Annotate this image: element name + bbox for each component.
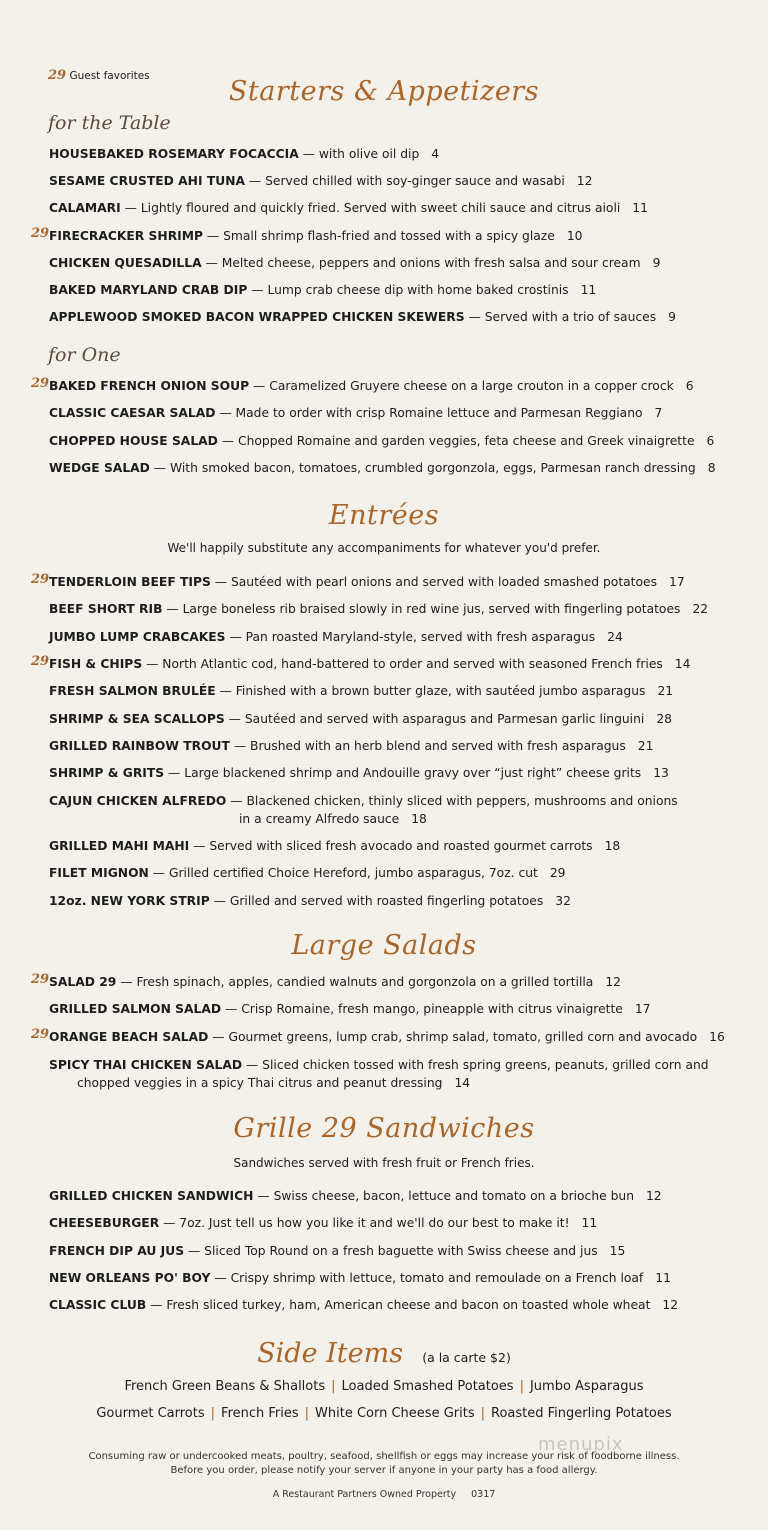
side-item: Gourmet Carrots <box>96 1406 205 1421</box>
item-name: BAKED FRENCH ONION SOUP <box>49 379 250 393</box>
item-description: — Finished with a brown butter glaze, with sautéed jumbo asparagus <box>215 684 646 699</box>
item-price: 11 <box>581 1216 598 1231</box>
item-name: FIRECRACKER SHRIMP <box>49 228 203 243</box>
item-name: SHRIMP & SEA SCALLOPS <box>49 711 225 726</box>
item-name: APPLEWOOD SMOKED BACON WRAPPED CHICKEN SKEWERS <box>49 310 465 325</box>
favorite-icon: 29 <box>48 68 67 83</box>
side-item: Jumbo Asparagus <box>529 1379 644 1394</box>
separator: | <box>519 1379 524 1394</box>
item-description: — Sautéed with pearl onions and served with loaded smashed potatoes <box>210 575 658 589</box>
property-line: A Restaurant Partners Owned Property 0317 <box>272 1489 496 1500</box>
item-price: 11 <box>632 201 648 216</box>
item-description: — Small shrimp flash-fried and tossed with a spicy glaze <box>203 228 555 243</box>
item-description: — Large boneless rib braised slowly in red wine jus, served with fingerling potatoes <box>162 602 681 617</box>
item-description: — Brushed with an herb blend and served with fresh asparagus <box>229 738 626 753</box>
side-item: French Fries <box>221 1406 299 1421</box>
menu-item <box>49 628 749 646</box>
item-description: — Lump crab cheese dip with home baked crostinis <box>247 283 569 297</box>
for-the-table-title: for the Table <box>48 112 171 134</box>
item-description: — Served with sliced fresh avocado and roasted gourmet carrots <box>189 839 593 853</box>
item-price: 28 <box>656 711 672 726</box>
menu-item <box>49 892 749 910</box>
separator: | <box>480 1406 485 1421</box>
item-description: — Made to order with crisp Romaine lettuce and Parmesan Reggiano <box>215 406 643 421</box>
item-description: — North Atlantic cod, hand-battered to order and served with seasoned French fries <box>142 656 663 671</box>
item-price: 12 <box>645 1189 662 1203</box>
item-name: FISH & CHIPS <box>49 656 143 671</box>
menu-item <box>49 199 749 217</box>
menu-item <box>49 764 749 782</box>
item-description: — Fresh spinach, apples, candied walnuts and gorgonzola on a grilled tortilla <box>116 975 594 989</box>
item-price: 16 <box>709 1029 725 1044</box>
menu-item <box>49 1269 749 1287</box>
item-description: — Pan roasted Maryland-style, served with fresh asparagus <box>225 629 596 644</box>
separator: | <box>331 1379 336 1394</box>
item-description: — Gourmet greens, lump crab, shrimp salad, tomato, grilled corn and avocado <box>208 1029 698 1044</box>
item-description: — Sautéed and served with asparagus and Parmesan garlic linguini <box>224 711 645 726</box>
item-description: — Large blackened shrimp and Andouille gravy over “just right” cheese grits <box>164 766 642 781</box>
favorite-icon: 29 <box>31 653 50 669</box>
item-price: 22 <box>692 602 709 617</box>
item-name: TENDERLOIN BEEF TIPS <box>49 575 211 589</box>
menu-item <box>49 459 749 477</box>
item-name: FRENCH DIP AU JUS <box>49 1243 185 1258</box>
for-one-title: for One <box>48 344 121 366</box>
favorite-icon: 29 <box>31 1026 50 1042</box>
menu-item <box>49 682 749 700</box>
sides-price-note: (a la carte $2) <box>422 1350 511 1365</box>
item-name: GRILLED MAHI MAHI <box>49 839 190 853</box>
item-description: — Caramelized Gruyere cheese on a large crouton in a copper crock <box>249 379 674 393</box>
menu-item <box>49 1000 749 1018</box>
item-name: BAKED MARYLAND CRAB DIP <box>49 283 248 297</box>
item-description: — With smoked bacon, tomatoes, crumbled gorgonzola, eggs, Parmesan ranch dressing <box>149 460 696 475</box>
menu-item <box>49 710 749 728</box>
item-name: CHOPPED HOUSE SALAD <box>49 433 218 448</box>
item-description: — 7oz. Just tell us how you like it and we'll do our best to make it! <box>159 1216 570 1231</box>
item-description: — Lightly floured and quickly fried. Served with sweet chili sauce and citrus aioli <box>120 201 621 216</box>
allergy-notice: Consuming raw or undercooked meats, poultry, seafood, shellfish or eggs may increase your risk of foodborne illness. Before you order, please notify your server if anyone in your party has a food allergy. <box>88 1451 680 1476</box>
item-price: 15 <box>609 1243 626 1258</box>
item-price: 11 <box>580 283 597 297</box>
menu-item <box>31 225 749 245</box>
side-item: White Corn Cheese Grits <box>315 1406 475 1421</box>
item-name: CHICKEN QUESADILLA <box>49 255 202 270</box>
menu-item <box>49 172 749 190</box>
menu-item <box>49 404 749 422</box>
item-name: 12oz. NEW YORK STRIP <box>49 893 210 908</box>
item-price: 13 <box>653 766 669 781</box>
item-description: — Crisp Romaine, fresh mango, pineapple with citrus vinaigrette <box>221 1002 623 1017</box>
menu-item: SPICY THAI CHICKEN SALAD — Sliced chicken tossed with fresh spring greens, peanuts, grilled corn and chopped veggies in a spicy Thai citrus and peanut dressing 14 <box>49 1058 709 1090</box>
sides-row-1 <box>0 1379 768 1394</box>
menu-item <box>49 1242 749 1260</box>
item-description: — Served chilled with soy-ginger sauce and wasabi <box>245 174 565 189</box>
menu-item <box>49 600 749 618</box>
item-name: WEDGE SALAD <box>49 460 150 475</box>
side-item: Loaded Smashed Potatoes <box>341 1379 514 1394</box>
item-price: 4 <box>431 147 440 161</box>
separator: | <box>210 1406 216 1421</box>
item-description: — Grilled and served with roasted fingerling potatoes <box>209 893 544 908</box>
favorite-icon: 29 <box>31 225 50 241</box>
item-name: GRILLED SALMON SALAD <box>49 1002 222 1017</box>
menu-item <box>49 432 749 450</box>
item-price: 11 <box>655 1270 671 1285</box>
menu-item <box>31 1026 749 1046</box>
item-name: GRILLED RAINBOW TROUT <box>49 738 230 753</box>
item-price: 9 <box>652 255 661 270</box>
item-name: CLASSIC CAESAR SALAD <box>49 406 216 421</box>
item-name: SHRIMP & GRITS <box>49 766 165 781</box>
menu-item <box>49 837 749 855</box>
item-description: — Sliced Top Round on a fresh baguette with Swiss cheese and jus <box>184 1243 598 1258</box>
menu-item <box>49 1296 749 1314</box>
item-price: 32 <box>555 893 571 908</box>
item-name: CHEESEBURGER <box>49 1216 160 1231</box>
menu-item <box>31 653 749 673</box>
item-description: — Grilled certified Choice Hereford, jumbo asparagus, 7oz. cut <box>148 866 538 881</box>
item-price: 29 <box>549 866 566 881</box>
side-item: French Green Beans & Shallots <box>124 1379 326 1394</box>
item-price: 17 <box>634 1002 651 1017</box>
menu-item <box>49 145 749 163</box>
item-name: BEEF SHORT RIB <box>49 602 163 617</box>
menu-item <box>49 864 749 882</box>
starters-title: Starters & Appetizers <box>228 76 540 107</box>
item-price: 6 <box>706 433 715 448</box>
item-description: — Served with a trio of sauces <box>464 310 657 325</box>
sides-header <box>0 1338 768 1369</box>
entrees-note: We'll happily substitute any accompaniments for whatever you'd prefer. <box>167 541 601 555</box>
menu-item <box>49 1187 749 1205</box>
favorite-icon: 29 <box>31 376 50 391</box>
item-price: 12 <box>576 174 593 189</box>
item-price: 7 <box>654 406 663 421</box>
menu-item <box>49 1214 749 1232</box>
side-item: Roasted Fingerling Potatoes <box>491 1406 672 1421</box>
menu-item <box>31 572 749 591</box>
menu-item <box>31 376 749 395</box>
item-price: 24 <box>607 629 623 644</box>
menu-item <box>49 254 749 272</box>
menu-item: CAJUN CHICKEN ALFREDO — Blackened chicken, thinly sliced with peppers, mushrooms and onions in a creamy Alfredo sauce 18 <box>49 794 678 826</box>
salads-title: Large Salads <box>291 930 477 961</box>
sandwiches-note: Sandwiches served with fresh fruit or French fries. <box>233 1156 535 1170</box>
item-name: GRILLED CHICKEN SANDWICH <box>49 1189 254 1203</box>
item-description: — with olive oil dip <box>298 147 420 161</box>
item-price: 8 <box>707 460 716 475</box>
item-name: FILET MIGNON <box>49 866 149 881</box>
item-description: — Melted cheese, peppers and onions with fresh salsa and sour cream <box>201 255 641 270</box>
item-price: 12 <box>662 1298 679 1313</box>
item-description: — Swiss cheese, bacon, lettuce and tomato on a brioche bun <box>253 1189 634 1203</box>
item-price: 21 <box>637 738 654 753</box>
item-name: SALAD 29 <box>49 975 117 989</box>
sides-row-2 <box>0 1406 768 1421</box>
favorite-icon: 29 <box>31 972 50 987</box>
item-price: 10 <box>566 228 583 243</box>
menu-item <box>31 972 749 991</box>
item-description: — Crispy shrimp with lettuce, tomato and remoulade on a French loaf <box>210 1270 644 1285</box>
item-description: — Fresh sliced turkey, ham, American cheese and bacon on toasted whole wheat <box>146 1298 651 1313</box>
item-name: FRESH SALMON BRULÉE <box>49 684 216 699</box>
item-price: 21 <box>657 684 674 699</box>
menu-item <box>49 737 749 755</box>
item-price: 6 <box>685 379 694 393</box>
item-name: CALAMARI <box>49 201 121 216</box>
item-name: ORANGE BEACH SALAD <box>49 1029 209 1044</box>
item-name: NEW ORLEANS PO' BOY <box>49 1270 211 1285</box>
sandwiches-title: Grille 29 Sandwiches <box>233 1113 535 1144</box>
item-price: 18 <box>604 839 621 853</box>
item-price: 12 <box>605 975 621 989</box>
legend-label: Guest favorites <box>69 70 150 82</box>
sides-title: Side Items <box>257 1338 404 1369</box>
separator: | <box>304 1406 310 1421</box>
menu-item <box>49 308 749 326</box>
menu-item <box>49 281 749 299</box>
entrees-title: Entrées <box>328 500 440 531</box>
item-price: 14 <box>674 656 691 671</box>
item-name: JUMBO LUMP CRABCAKES <box>49 629 226 644</box>
item-price: 9 <box>668 310 676 325</box>
item-name: SESAME CRUSTED AHI TUNA <box>49 174 246 189</box>
watermark: menupix <box>538 1434 624 1455</box>
item-price: 17 <box>669 575 685 589</box>
item-description: — Chopped Romaine and garden veggies, feta cheese and Greek vinaigrette <box>217 433 695 448</box>
item-name: HOUSEBAKED ROSEMARY FOCACCIA <box>49 147 299 161</box>
favorite-icon: 29 <box>31 572 50 587</box>
item-name: CLASSIC CLUB <box>49 1298 147 1313</box>
